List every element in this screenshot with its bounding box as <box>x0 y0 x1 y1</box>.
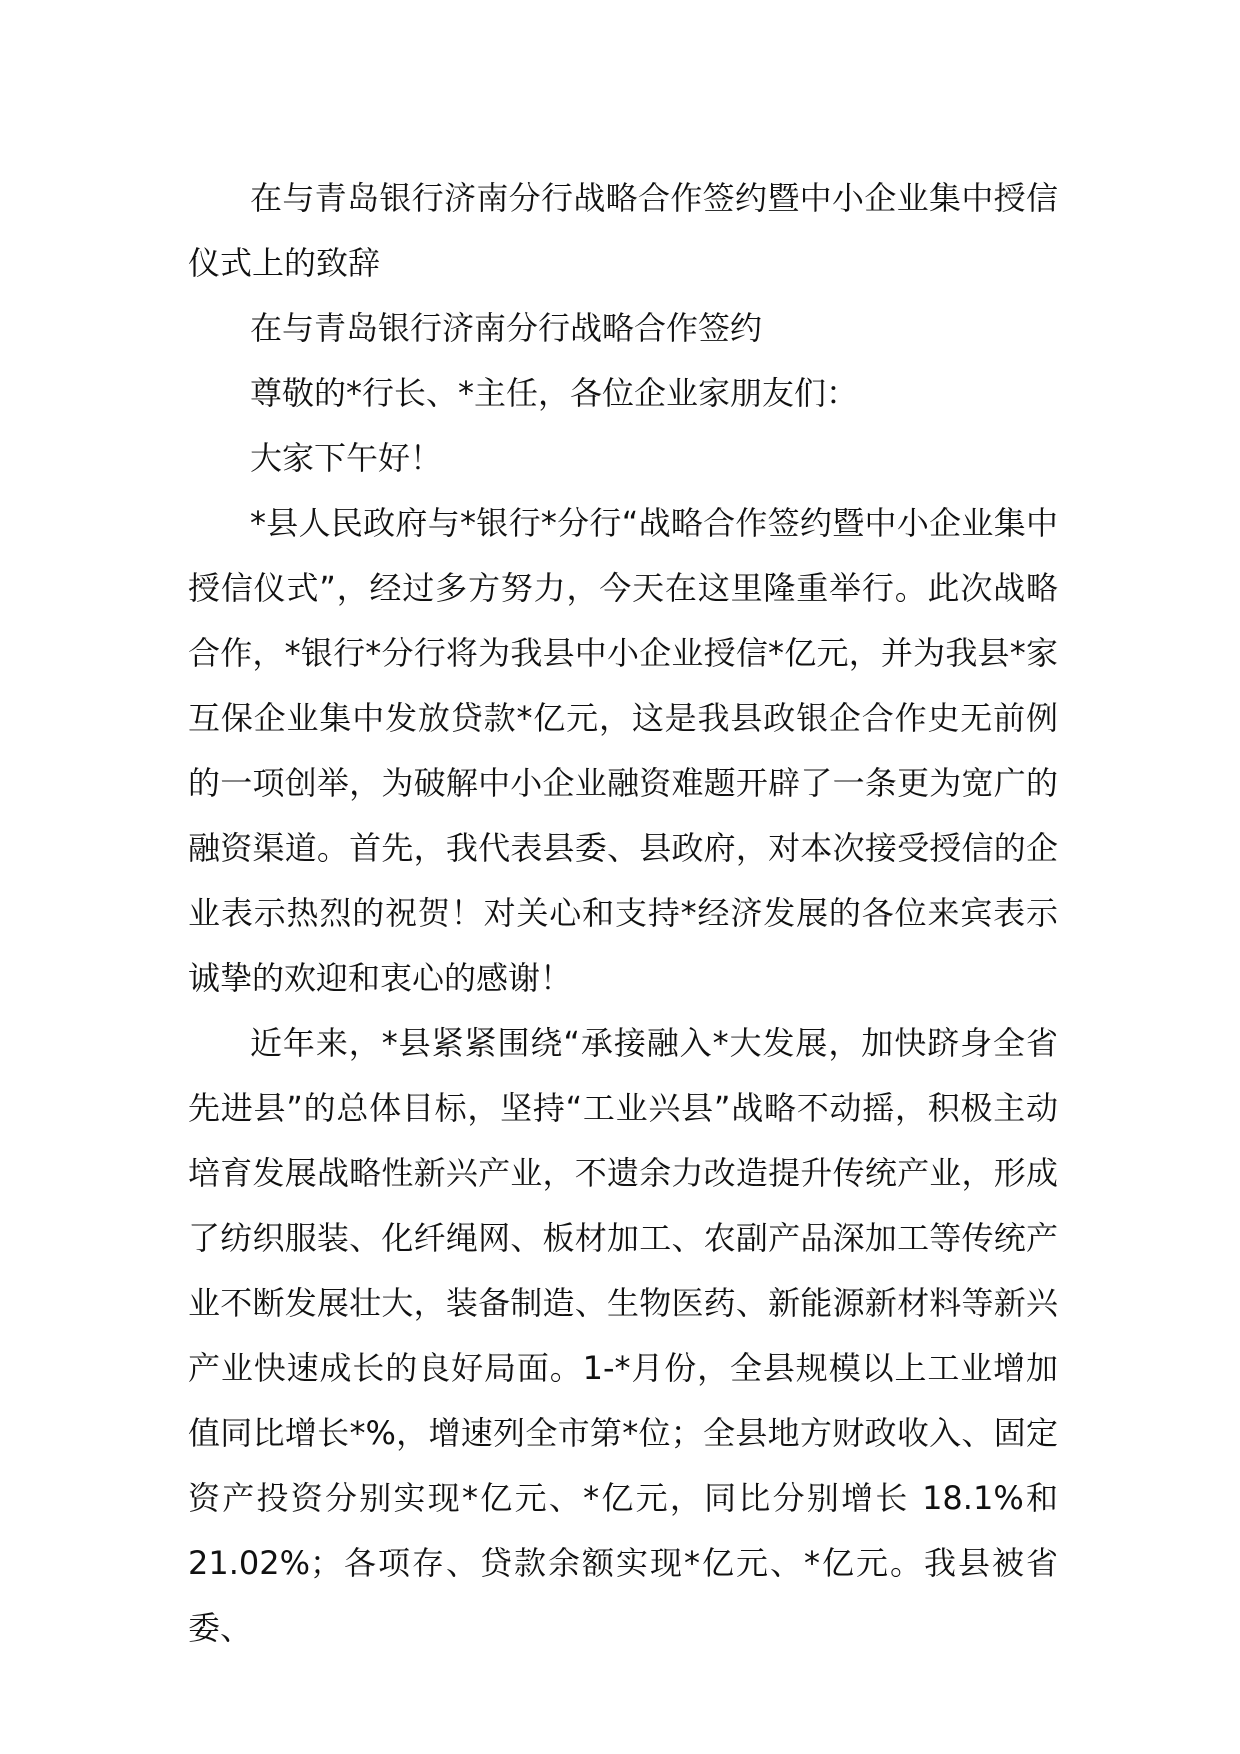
speech-title: 在与青岛银行济南分行战略合作签约暨中小企业集中授信仪式上的致辞 <box>188 179 1058 282</box>
speech-subtitle: 在与青岛银行济南分行战略合作签约 <box>250 309 763 347</box>
body-paragraph-intro: *县人民政府与*银行*分行“战略合作签约暨中小企业集中授信仪式”，经过多方努力，今天在这里隆重举行。此次战略合作，*银行*分行将为我县中小企业授信*亿元，并为我县*家互保企业集中发放贷款*亿元，这是我县政银企合作史无前例的一项创举，为破解中小企业融资难题开辟了一条更为宽广的融资渠道。首先，我代表县委、县政府，对本次接受授信的企业表示热烈的祝贺！对关心和支持*经济发展的各位来宾表示诚挚的欢迎和衷心的感谢！ <box>188 504 1058 997</box>
salutation: 尊敬的*行长、*主任，各位企业家朋友们： <box>250 374 859 412</box>
body-paragraph-development: 近年来，*县紧紧围绕“承接融入*大发展，加快跻身全省先进县”的总体目标，坚持“工业兴县”战略不动摇，积极主动培育发展战略性新兴产业，不遗余力改造提升传统产业，形成了纺织服装、化纤绳网、板材加工、农副产品深加工等传统产业不断发展壮大，装备制造、生物医药、新能源新材料等新兴产业快速成长的良好局面。1-*月份，全县规模以上工业增加值同比增长*%，增速列全市第*位；全县地方财政收入、固定资产投资分别实现*亿元、*亿元，同比分别增长 18.1%和21.02%；各项存、贷款余额实现*亿元、*亿元。我县被省委、 <box>188 1024 1058 1647</box>
document-body <box>188 166 1058 1661</box>
greeting: 大家下午好！ <box>250 439 443 477</box>
